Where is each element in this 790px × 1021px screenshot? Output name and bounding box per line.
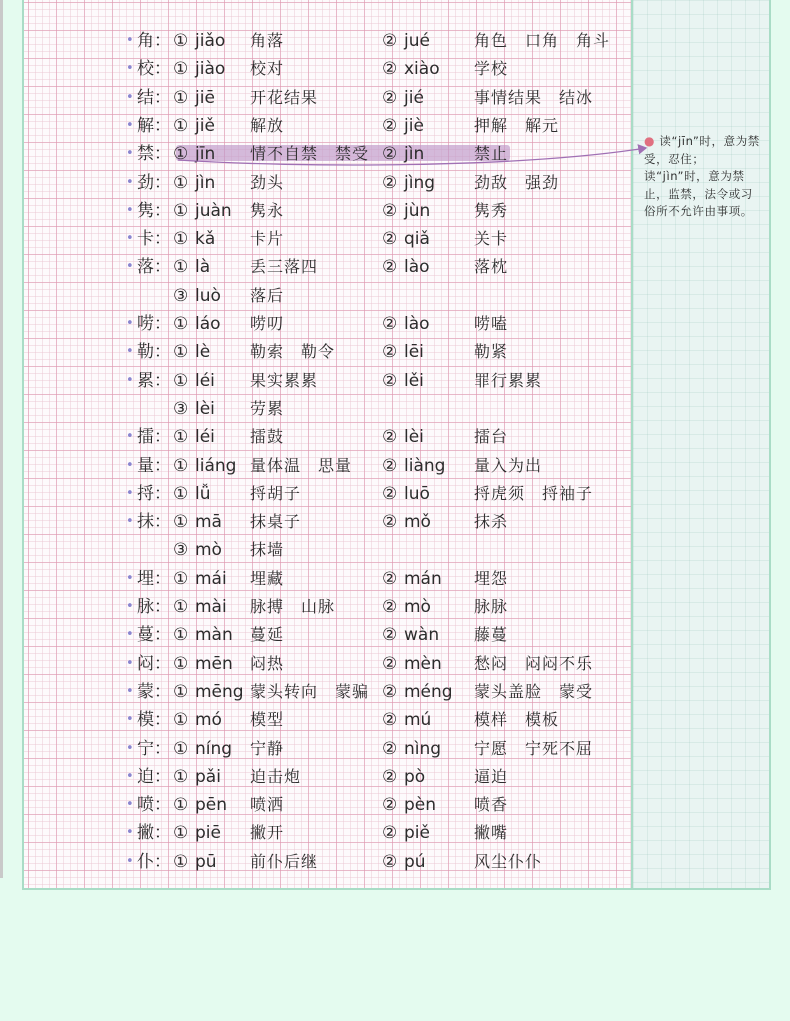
entry-p2: jié — [404, 87, 424, 108]
entry-c2: ② — [382, 823, 398, 844]
entry-c1: ① — [173, 115, 189, 136]
entry-c2: ② — [382, 115, 398, 136]
entry-p2: jué — [404, 31, 430, 51]
list-item — [0, 706, 631, 734]
entry-char: 禁： — [137, 144, 171, 165]
list-item — [0, 480, 631, 508]
entry-w2: 撇嘴 — [474, 823, 509, 843]
entry-w1: 模型 — [250, 710, 285, 730]
entry-p2: mú — [404, 710, 432, 731]
list-item — [0, 735, 631, 763]
entry-p1: jīn — [195, 144, 216, 165]
entry-w1: 丢三落四 — [250, 257, 319, 277]
entry-p1: là — [195, 257, 211, 278]
entry-c1: ① — [173, 257, 189, 278]
entry-w1: 迫击炮 — [250, 766, 302, 786]
entry-p1: pǎi — [195, 766, 221, 787]
list-item — [0, 593, 631, 621]
entry-w2: 学校 — [474, 59, 509, 79]
entry-c2: ② — [382, 31, 398, 51]
entry-w1: 埋藏 — [250, 568, 285, 588]
entry-c1: ① — [173, 31, 189, 51]
entry-w2: 藤蔓 — [474, 625, 509, 645]
entry-c2: ② — [382, 257, 398, 278]
entry-w2: 愁闷 闷闷不乐 — [474, 653, 594, 673]
entry-w2: 关卡 — [474, 229, 509, 249]
entry-char: 抹： — [137, 512, 171, 533]
entry-c1: ① — [173, 568, 189, 589]
entry-p1: juàn — [195, 200, 232, 221]
list-item — [0, 536, 631, 564]
entry-char: 脉： — [137, 597, 171, 617]
entry-p1: lèi — [195, 398, 215, 419]
bullet-icon: • — [126, 429, 134, 445]
entry-c2: ② — [382, 851, 398, 872]
entry-p2: xiào — [404, 59, 440, 80]
entry-c1: ① — [173, 229, 189, 250]
entry-w1: 量体温 思量 — [250, 455, 353, 475]
entry-c1: ① — [173, 144, 189, 165]
entry-c1: ③ — [173, 540, 189, 561]
entry-c2: ② — [382, 455, 398, 476]
entry-p1: níng — [195, 738, 233, 759]
bullet-icon: • — [126, 514, 134, 530]
entry-w1: 喷洒 — [250, 795, 285, 815]
bullet-icon: • — [126, 231, 134, 247]
entry-w1: 抹桌子 — [250, 512, 302, 532]
side-note — [644, 133, 762, 221]
entry-w1: 劳累 — [250, 398, 285, 418]
entry-c2: ② — [382, 766, 398, 787]
entry-w1: 隽永 — [250, 200, 285, 220]
entry-char: 模： — [137, 710, 171, 731]
note-bullet-icon: ● — [644, 134, 656, 148]
entry-c2: ② — [382, 625, 398, 646]
entry-w2: 擂台 — [474, 427, 509, 447]
bullet-icon: • — [126, 316, 134, 331]
list-item — [0, 763, 631, 791]
entry-c2: ② — [382, 512, 398, 533]
entry-w1: 解放 — [250, 115, 285, 135]
entry-p2: lěi — [404, 370, 424, 391]
entry-c1: ① — [173, 851, 189, 872]
entry-char: 解： — [137, 115, 171, 136]
entry-p2: jìn — [404, 144, 425, 165]
bullet-icon: • — [126, 344, 134, 360]
entry-char: 蔓： — [137, 625, 171, 646]
entry-p2: mán — [404, 568, 442, 589]
entry-char: 劲： — [137, 172, 171, 193]
entry-c1: ① — [173, 625, 189, 646]
entry-p2: pèn — [404, 795, 437, 816]
entry-p1: lǚ — [195, 483, 211, 504]
entry-w2: 宁愿 宁死不屈 — [474, 738, 594, 758]
entry-p2: mèn — [404, 653, 442, 674]
entry-c2: ② — [382, 597, 398, 617]
entry-char: 量： — [137, 455, 171, 476]
entry-char: 唠： — [137, 314, 171, 334]
entry-c2: ② — [382, 427, 398, 448]
entry-w2: 抹杀 — [474, 512, 509, 532]
entry-w2: 风尘仆仆 — [474, 851, 543, 871]
entry-char: 角： — [137, 31, 171, 51]
entry-c2: ② — [382, 229, 398, 250]
entry-w1: 开花结果 — [250, 87, 319, 107]
entry-w1: 宁静 — [250, 738, 285, 758]
entry-w2: 脉脉 — [474, 597, 509, 616]
entry-w1: 抹墙 — [250, 540, 285, 560]
entry-w2: 隽秀 — [474, 200, 509, 220]
entry-c2: ② — [382, 370, 398, 391]
entry-p1: léi — [195, 427, 215, 448]
entry-w1: 唠叨 — [250, 314, 285, 333]
list-item — [0, 310, 631, 338]
entry-c1: ① — [173, 314, 189, 334]
list-item — [0, 367, 631, 395]
bullet-icon: • — [126, 655, 134, 671]
entry-p1: jiē — [195, 87, 215, 108]
entry-w2: 押解 解元 — [474, 115, 560, 135]
entry-c2: ② — [382, 681, 398, 702]
bullet-icon: • — [126, 683, 134, 699]
entry-w1: 卡片 — [250, 229, 285, 249]
entry-p2: jùn — [404, 200, 431, 221]
list-item — [0, 423, 631, 451]
entry-c1: ① — [173, 512, 189, 533]
entry-p1: mó — [195, 710, 222, 731]
entry-w1: 劲头 — [250, 172, 285, 192]
entry-p1: láo — [195, 314, 221, 334]
bullet-icon: • — [126, 202, 134, 218]
entry-w1: 角落 — [250, 31, 285, 50]
list-item — [0, 848, 631, 876]
entry-c1: ③ — [173, 398, 189, 419]
entry-w2: 蒙头盖脸 蒙受 — [474, 681, 594, 701]
entry-w1: 落后 — [250, 285, 285, 305]
entry-char: 捋： — [137, 483, 171, 504]
bullet-icon: • — [126, 259, 134, 275]
entry-p1: jiě — [195, 115, 215, 136]
entry-p2: luō — [404, 483, 430, 504]
entry-p1: mài — [195, 597, 227, 617]
entry-char: 蒙： — [137, 681, 171, 702]
entry-c1: ① — [173, 427, 189, 448]
entry-c2: ② — [382, 342, 398, 363]
bullet-icon: • — [126, 797, 134, 813]
list-item — [0, 565, 631, 593]
bullet-icon: • — [126, 712, 134, 728]
entry-c1: ① — [173, 738, 189, 759]
entry-p2: méng — [404, 681, 453, 702]
entry-p2: mǒ — [404, 512, 431, 533]
bullet-icon: • — [126, 33, 134, 48]
entry-w2: 逼迫 — [474, 766, 509, 786]
entry-c2: ② — [382, 314, 398, 334]
entry-w1: 蒙头转向 蒙骗 — [250, 681, 370, 701]
entry-p1: jiǎo — [195, 31, 226, 51]
entry-w2: 量入为出 — [474, 455, 543, 475]
entry-c1: ① — [173, 681, 189, 702]
entry-w2: 劲敌 强劲 — [474, 172, 560, 192]
bullet-icon: • — [126, 599, 134, 614]
entry-p2: pò — [404, 766, 426, 787]
entry-p1: màn — [195, 625, 233, 646]
entry-c1: ① — [173, 795, 189, 816]
entry-p2: lào — [404, 257, 430, 278]
entry-p2: jiè — [404, 115, 424, 136]
entry-w1: 校对 — [250, 59, 285, 79]
entry-w2: 模样 模板 — [474, 710, 560, 730]
list-item — [0, 678, 631, 706]
bullet-icon: • — [126, 853, 134, 869]
entry-p1: jìn — [195, 172, 216, 193]
entry-c1: ① — [173, 710, 189, 731]
entry-char: 校： — [137, 59, 171, 80]
entry-c1: ① — [173, 200, 189, 221]
entry-p1: léi — [195, 370, 215, 391]
entry-w2: 埋怨 — [474, 568, 509, 588]
bullet-icon: • — [126, 117, 134, 133]
entry-c1: ③ — [173, 285, 189, 306]
bullet-icon: • — [126, 627, 134, 643]
bullet-icon: • — [126, 825, 134, 841]
entry-p1: liáng — [195, 455, 237, 476]
entry-c1: ① — [173, 766, 189, 787]
entry-p1: mò — [195, 540, 222, 561]
entry-c1: ① — [173, 483, 189, 504]
entry-w2: 角色 口角 角斗 — [474, 31, 611, 50]
entry-p1: mēn — [195, 653, 233, 674]
note-text: 读“jīn”时，意为禁受，忍住；读“jìn”时，意为禁止，监禁，法令或习俗所不允许由事项。 — [644, 134, 760, 218]
list-item — [0, 508, 631, 536]
bullet-icon: • — [126, 89, 134, 105]
entry-char: 结： — [137, 87, 171, 108]
entry-char: 勒： — [137, 342, 171, 363]
entry-p1: lè — [195, 342, 211, 363]
entry-c2: ② — [382, 200, 398, 221]
entry-c2: ② — [382, 483, 398, 504]
entry-p1: luò — [195, 285, 221, 306]
entry-char: 闷： — [137, 653, 171, 674]
entry-w1: 果实累累 — [250, 370, 319, 390]
entry-c1: ① — [173, 823, 189, 844]
list-item — [0, 819, 631, 847]
bullet-icon: • — [126, 61, 134, 77]
entry-p2: wàn — [404, 625, 440, 646]
entry-c2: ② — [382, 795, 398, 816]
list-item — [0, 338, 631, 366]
entry-c1: ① — [173, 172, 189, 193]
bullet-icon: • — [126, 146, 134, 162]
entry-w1: 擂鼓 — [250, 427, 285, 447]
entry-w1: 脉搏 山脉 — [250, 597, 336, 616]
entry-w2: 事情结果 结冰 — [474, 87, 594, 107]
entry-c2: ② — [382, 144, 398, 165]
bullet-icon: • — [126, 457, 134, 473]
entry-c2: ② — [382, 568, 398, 589]
entry-c1: ① — [173, 597, 189, 617]
entry-c2: ② — [382, 59, 398, 80]
entry-c1: ① — [173, 455, 189, 476]
entry-w2: 勒紧 — [474, 342, 509, 362]
entry-p2: piě — [404, 823, 430, 844]
entry-char: 卡： — [137, 229, 171, 250]
entry-p2: pú — [404, 851, 426, 872]
entry-w1: 捋胡子 — [250, 483, 302, 503]
entry-w1: 蔓延 — [250, 625, 285, 645]
entry-p2: nìng — [404, 738, 442, 759]
entry-c2: ② — [382, 653, 398, 674]
entry-w1: 前仆后继 — [250, 851, 319, 871]
bullet-icon: • — [126, 570, 134, 586]
entry-p2: lèi — [404, 427, 424, 448]
entry-c1: ① — [173, 87, 189, 108]
entry-w2: 喷香 — [474, 795, 509, 815]
list-item — [0, 395, 631, 423]
bullet-icon: • — [126, 485, 134, 501]
bullet-icon: • — [126, 372, 134, 388]
entry-w1: 情不自禁 禁受 — [250, 144, 370, 164]
entry-p1: mái — [195, 568, 227, 589]
entry-char: 迫： — [137, 766, 171, 787]
bullet-icon: • — [126, 768, 134, 784]
list-item — [0, 452, 631, 480]
entry-w1: 勒索 勒令 — [250, 342, 336, 362]
entry-p2: jìng — [404, 172, 436, 193]
entry-p1: mēng — [195, 681, 244, 702]
entry-w1: 撇开 — [250, 823, 285, 843]
bullet-icon: • — [126, 740, 134, 756]
entry-p2: mò — [404, 597, 431, 617]
entry-char: 落： — [137, 257, 171, 278]
entry-c2: ② — [382, 738, 398, 759]
entry-w2: 罪行累累 — [474, 370, 543, 390]
entry-c2: ② — [382, 710, 398, 731]
entry-w2: 落枕 — [474, 257, 509, 277]
entry-char: 隽： — [137, 200, 171, 221]
entry-p2: qiǎ — [404, 229, 430, 250]
entry-p1: kǎ — [195, 229, 216, 250]
entry-c1: ① — [173, 653, 189, 674]
entry-w1: 闷热 — [250, 653, 285, 673]
entry-w2: 禁止 — [474, 144, 509, 164]
entry-c1: ① — [173, 370, 189, 391]
entry-p1: piē — [195, 823, 221, 844]
entry-c2: ② — [382, 172, 398, 193]
bullet-icon: • — [126, 174, 134, 190]
entry-c1: ① — [173, 59, 189, 80]
entry-char: 喷： — [137, 795, 171, 816]
list-item — [0, 650, 631, 678]
entry-p1: mā — [195, 512, 222, 533]
entry-w2: 唠嗑 — [474, 314, 509, 333]
entry-p1: pēn — [195, 795, 228, 816]
entry-char: 仆： — [137, 851, 171, 872]
entry-p2: liàng — [404, 455, 446, 476]
entry-p1: jiào — [195, 59, 226, 80]
entry-c1: ① — [173, 342, 189, 363]
list-item — [0, 791, 631, 819]
entry-w2: 捋虎须 捋袖子 — [474, 483, 594, 503]
entry-char: 擂： — [137, 427, 171, 448]
list-item — [0, 621, 631, 649]
entry-char: 埋： — [137, 568, 171, 589]
entry-char: 累： — [137, 370, 171, 391]
entry-c2: ② — [382, 87, 398, 108]
entry-p2: lào — [404, 314, 430, 334]
entry-char: 宁： — [137, 738, 171, 759]
entry-p1: pū — [195, 851, 217, 872]
entry-char: 撇： — [137, 823, 171, 844]
entry-p2: lēi — [404, 342, 424, 363]
